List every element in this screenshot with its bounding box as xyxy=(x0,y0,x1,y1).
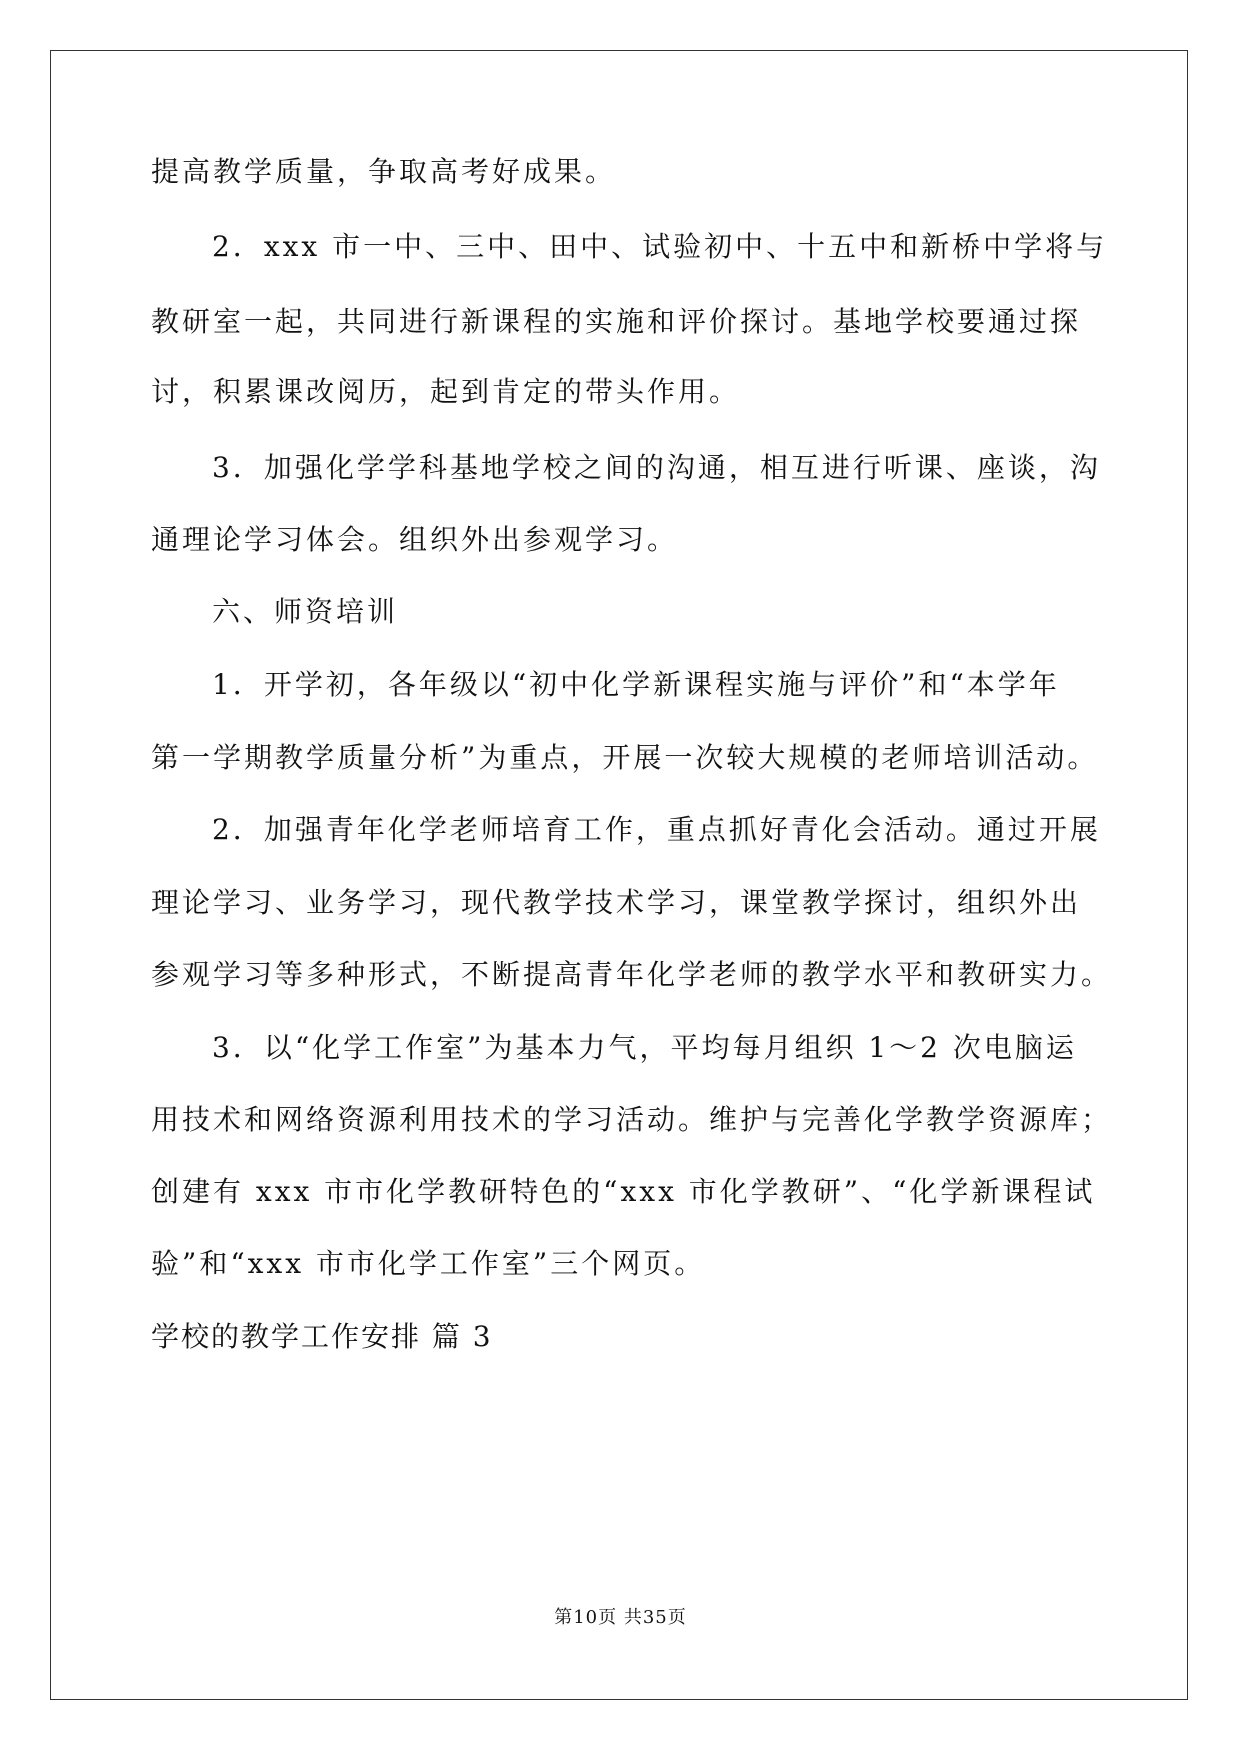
page-border xyxy=(50,50,1188,1700)
paragraph-line: 讨，积累课改阅历，起到肯定的带头作用。 xyxy=(151,375,741,408)
paragraph-line: 第一学期教学质量分析”为重点，开展一次较大规模的老师培训活动。 xyxy=(151,741,1099,774)
paragraph-line: 验”和“xxx 市市化学工作室”三个网页。 xyxy=(151,1247,706,1280)
page-number-footer: 第10页 共35页 xyxy=(554,1607,687,1628)
paragraph-line: 3．以“化学工作室”为基本力气，平均每月组织 1～2 次电脑运 xyxy=(212,1031,1077,1064)
section-heading: 学校的教学工作安排 篇 3 xyxy=(151,1320,493,1353)
paragraph-line: 通理论学习体会。组织外出参观学习。 xyxy=(151,523,679,556)
paragraph-line: 理论学习、业务学习，现代教学技术学习，课堂教学探讨，组织外出 xyxy=(151,886,1082,919)
paragraph-line: 用技术和网络资源利用技术的学习活动。维护与完善化学教学资源库； xyxy=(151,1103,1113,1136)
paragraph-line: 参观学习等多种形式，不断提高青年化学老师的教学水平和教研实力。 xyxy=(151,958,1113,991)
section-subheading: 六、师资培训 xyxy=(212,595,399,628)
paragraph-line: 提高教学质量，争取高考好成果。 xyxy=(151,155,617,188)
paragraph-line: 创建有 xxx 市市化学教研特色的“xxx 市化学教研”、“化学新课程试 xyxy=(151,1175,1096,1208)
paragraph-line: 教研室一起，共同进行新课程的实施和评价探讨。基地学校要通过探 xyxy=(151,305,1082,338)
paragraph-line: 3．加强化学学科基地学校之间的沟通，相互进行听课、座谈，沟 xyxy=(212,451,1101,484)
paragraph-line: 2．加强青年化学老师培育工作，重点抓好青化会活动。通过开展 xyxy=(212,813,1101,846)
paragraph-line: 1．开学初，各年级以“初中化学新课程实施与评价”和“本学年 xyxy=(212,668,1060,701)
paragraph-line: 2．xxx 市一中、三中、田中、试验初中、十五中和新桥中学将与 xyxy=(212,230,1108,263)
